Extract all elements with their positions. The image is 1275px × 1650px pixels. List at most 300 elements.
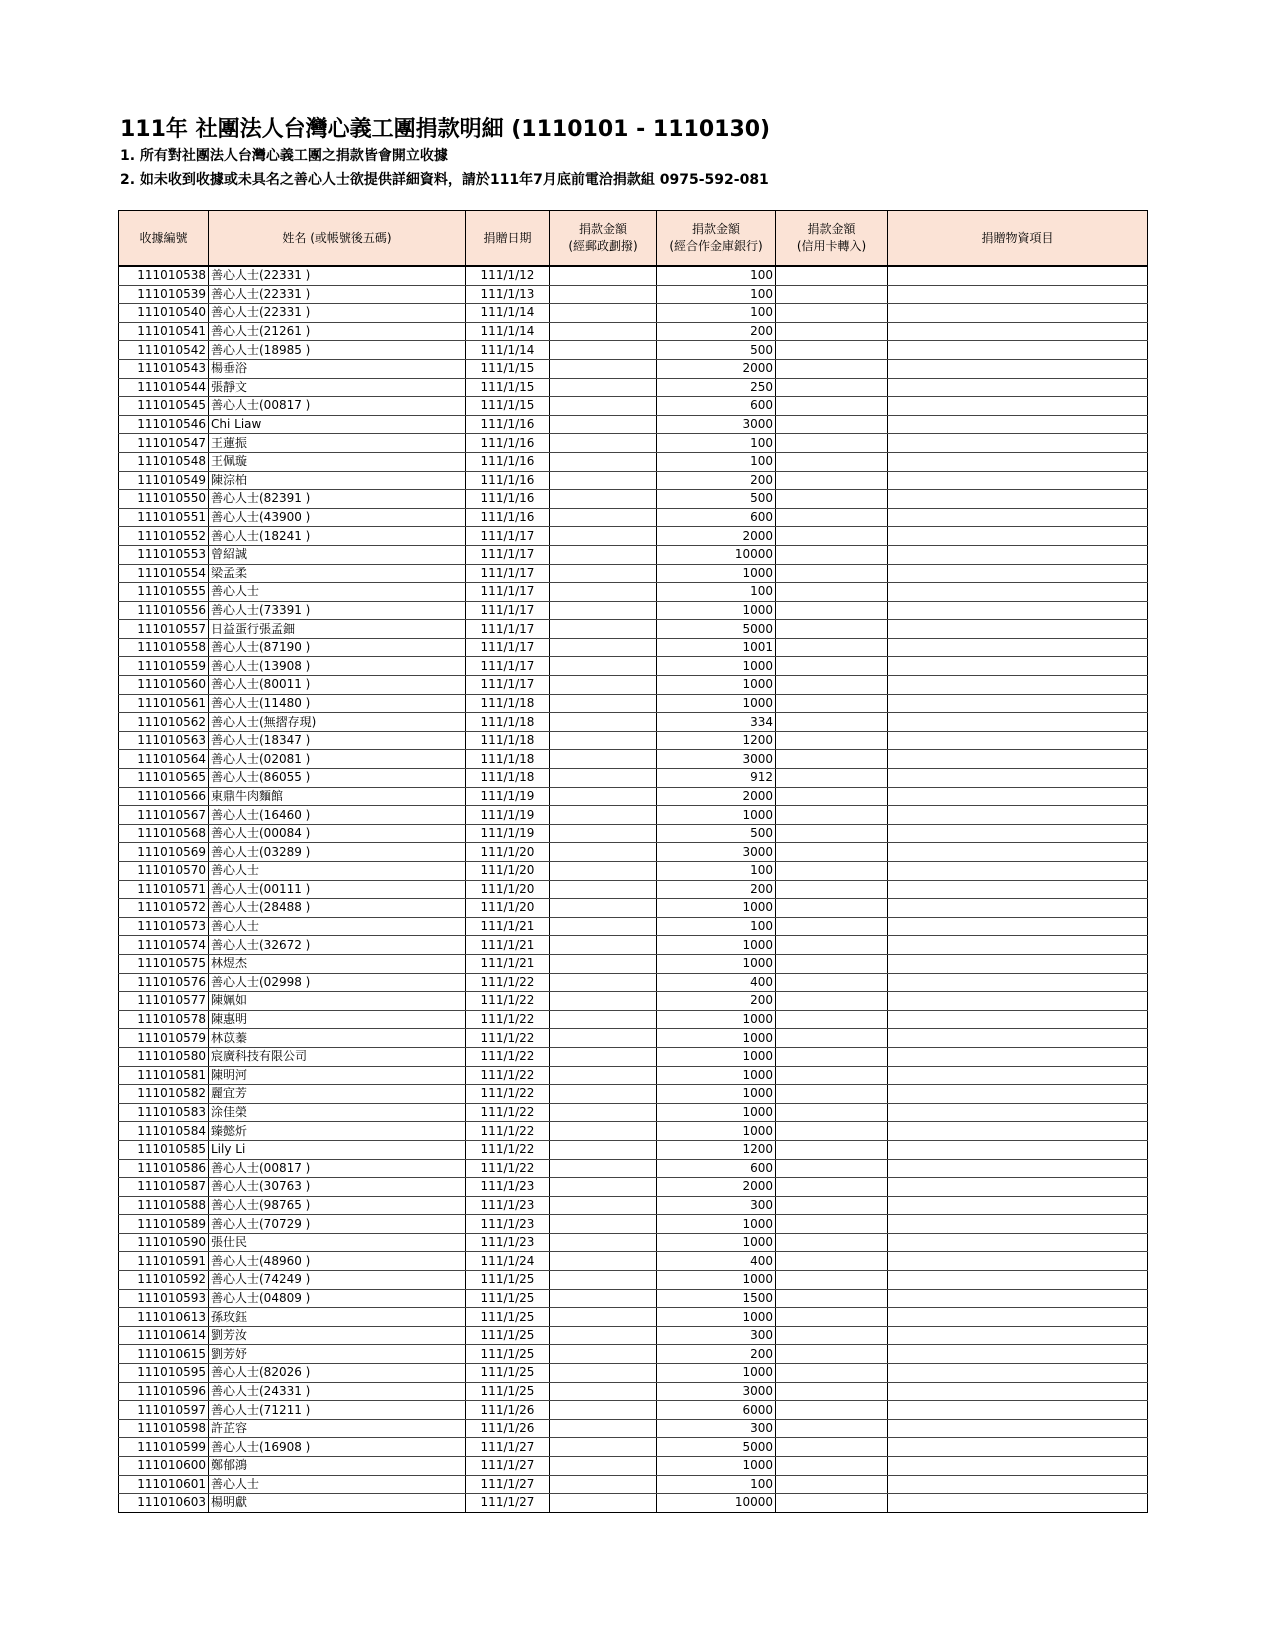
donated-items-cell: [888, 490, 1148, 509]
donated-items-cell: [888, 266, 1148, 285]
donated-items-cell: [888, 452, 1148, 471]
donated-items-cell: [888, 1308, 1148, 1327]
donated-items-cell: [888, 508, 1148, 527]
donor-name-cell: 日益蛋行張孟鈿: [209, 620, 466, 639]
table-row: [119, 676, 1148, 695]
header-date: 捐贈日期: [466, 211, 550, 267]
donor-name-cell: 陳明河: [209, 1066, 466, 1085]
receipt-number-cell: 111010554: [119, 564, 209, 583]
donation-table: [118, 210, 1148, 1513]
donated-items-cell: [888, 1457, 1148, 1476]
amount-postal-cell: [550, 657, 657, 676]
donor-name-cell: 宸廣科技有限公司: [209, 1047, 466, 1066]
table-row: [119, 1475, 1148, 1494]
receipt-number-cell: 111010584: [119, 1122, 209, 1141]
amount-card-cell: [776, 266, 888, 285]
amount-postal-cell: [550, 620, 657, 639]
donation-date-cell: 111/1/22: [466, 1140, 550, 1159]
table-row: [119, 1066, 1148, 1085]
table-row: [119, 1252, 1148, 1271]
amount-card-cell: [776, 973, 888, 992]
amount-card-cell: [776, 713, 888, 732]
amount-bank-cell: 6000: [657, 1401, 776, 1420]
amount-postal-cell: [550, 285, 657, 304]
amount-postal-cell: [550, 508, 657, 527]
donated-items-cell: [888, 973, 1148, 992]
donation-date-cell: 111/1/15: [466, 359, 550, 378]
receipt-number-cell: 111010539: [119, 285, 209, 304]
amount-card-cell: [776, 899, 888, 918]
table-row: [119, 1029, 1148, 1048]
receipt-number-cell: 111010615: [119, 1345, 209, 1364]
receipt-number-cell: 111010556: [119, 601, 209, 620]
receipt-number-cell: 111010568: [119, 824, 209, 843]
donor-name-cell: 麗宜芳: [209, 1085, 466, 1104]
donation-date-cell: 111/1/16: [466, 415, 550, 434]
amount-bank-cell: 1000: [657, 1122, 776, 1141]
table-row: [119, 564, 1148, 583]
donor-name-cell: 善心人士(82391 ): [209, 490, 466, 509]
donation-date-cell: 111/1/20: [466, 880, 550, 899]
donor-name-cell: 善心人士(22331 ): [209, 304, 466, 323]
amount-postal-cell: [550, 583, 657, 602]
receipt-number-cell: 111010551: [119, 508, 209, 527]
amount-card-cell: [776, 824, 888, 843]
donation-date-cell: 111/1/26: [466, 1419, 550, 1438]
table-row: [119, 1438, 1148, 1457]
donation-date-cell: 111/1/17: [466, 545, 550, 564]
donor-name-cell: 善心人士: [209, 917, 466, 936]
receipt-number-cell: 111010614: [119, 1326, 209, 1345]
donor-name-cell: 善心人士(30763 ): [209, 1178, 466, 1197]
amount-card-cell: [776, 415, 888, 434]
donated-items-cell: [888, 378, 1148, 397]
amount-postal-cell: [550, 1419, 657, 1438]
amount-bank-cell: 600: [657, 397, 776, 416]
amount-postal-cell: [550, 452, 657, 471]
donor-name-cell: 善心人士(43900 ): [209, 508, 466, 527]
receipt-number-cell: 111010597: [119, 1401, 209, 1420]
amount-postal-cell: [550, 1029, 657, 1048]
amount-bank-cell: 1000: [657, 1215, 776, 1234]
amount-card-cell: [776, 1196, 888, 1215]
amount-card-cell: [776, 620, 888, 639]
receipt-note: 1. 所有對社團法人台灣心義工團之捐款皆會開立收據: [120, 148, 448, 164]
donation-date-cell: 111/1/14: [466, 341, 550, 360]
donated-items-cell: [888, 1085, 1148, 1104]
amount-card-cell: [776, 1401, 888, 1420]
donor-name-cell: 王佩璇: [209, 452, 466, 471]
amount-bank-cell: 1000: [657, 1457, 776, 1476]
amount-card-cell: [776, 1345, 888, 1364]
table-row: [119, 471, 1148, 490]
amount-bank-cell: 100: [657, 434, 776, 453]
amount-bank-cell: 334: [657, 713, 776, 732]
amount-card-cell: [776, 769, 888, 788]
amount-bank-cell: 1000: [657, 657, 776, 676]
donated-items-cell: [888, 601, 1148, 620]
amount-card-cell: [776, 359, 888, 378]
receipt-number-cell: 111010555: [119, 583, 209, 602]
donor-name-cell: Lily Li: [209, 1140, 466, 1159]
donation-date-cell: 111/1/13: [466, 285, 550, 304]
amount-bank-cell: 1000: [657, 954, 776, 973]
receipt-number-cell: 111010575: [119, 954, 209, 973]
table-row: [119, 899, 1148, 918]
amount-card-cell: [776, 285, 888, 304]
amount-postal-cell: [550, 1326, 657, 1345]
amount-postal-cell: [550, 638, 657, 657]
donated-items-cell: [888, 1047, 1148, 1066]
donor-name-cell: 善心人士(18241 ): [209, 527, 466, 546]
table-row: [119, 620, 1148, 639]
donated-items-cell: [888, 1494, 1148, 1513]
amount-postal-cell: [550, 1122, 657, 1141]
donated-items-cell: [888, 731, 1148, 750]
amount-bank-cell: 400: [657, 973, 776, 992]
donor-name-cell: 善心人士(80011 ): [209, 676, 466, 695]
donated-items-cell: [888, 880, 1148, 899]
donated-items-cell: [888, 1122, 1148, 1141]
donated-items-cell: [888, 1419, 1148, 1438]
table-row: [119, 713, 1148, 732]
receipt-number-cell: 111010580: [119, 1047, 209, 1066]
table-row: [119, 583, 1148, 602]
amount-postal-cell: [550, 992, 657, 1011]
table-row: [119, 1401, 1148, 1420]
donated-items-cell: [888, 769, 1148, 788]
table-row: [119, 1215, 1148, 1234]
receipt-number-cell: 111010589: [119, 1215, 209, 1234]
donation-date-cell: 111/1/20: [466, 862, 550, 881]
receipt-number-cell: 111010613: [119, 1308, 209, 1327]
donation-date-cell: 111/1/27: [466, 1494, 550, 1513]
amount-bank-cell: 1001: [657, 638, 776, 657]
donated-items-cell: [888, 322, 1148, 341]
amount-postal-cell: [550, 1085, 657, 1104]
donated-items-cell: [888, 1364, 1148, 1383]
receipt-number-cell: 111010578: [119, 1010, 209, 1029]
amount-card-cell: [776, 1382, 888, 1401]
table-row: [119, 434, 1148, 453]
amount-bank-cell: 10000: [657, 545, 776, 564]
donor-name-cell: Chi Liaw: [209, 415, 466, 434]
amount-bank-cell: 200: [657, 1345, 776, 1364]
donation-date-cell: 111/1/18: [466, 731, 550, 750]
donated-items-cell: [888, 471, 1148, 490]
donor-name-cell: 善心人士(32672 ): [209, 936, 466, 955]
table-row: [119, 1271, 1148, 1290]
amount-card-cell: [776, 843, 888, 862]
table-row: [119, 527, 1148, 546]
donor-name-cell: 善心人士: [209, 862, 466, 881]
amount-postal-cell: [550, 880, 657, 899]
amount-postal-cell: [550, 1382, 657, 1401]
donated-items-cell: [888, 1271, 1148, 1290]
receipt-number-cell: 111010561: [119, 694, 209, 713]
donated-items-cell: [888, 1401, 1148, 1420]
donor-name-cell: 善心人士: [209, 1475, 466, 1494]
donor-name-cell: 善心人士(16460 ): [209, 806, 466, 825]
amount-bank-cell: 200: [657, 880, 776, 899]
receipt-number-cell: 111010560: [119, 676, 209, 695]
donor-name-cell: 善心人士(18347 ): [209, 731, 466, 750]
receipt-number-cell: 111010563: [119, 731, 209, 750]
amount-postal-cell: [550, 694, 657, 713]
donated-items-cell: [888, 954, 1148, 973]
amount-postal-cell: [550, 676, 657, 695]
donated-items-cell: [888, 1178, 1148, 1197]
amount-bank-cell: 3000: [657, 750, 776, 769]
table-row: [119, 1178, 1148, 1197]
receipt-number-cell: 111010558: [119, 638, 209, 657]
table-row: [119, 936, 1148, 955]
header-receipt-no: 收據編號: [119, 211, 209, 267]
amount-card-cell: [776, 1122, 888, 1141]
amount-postal-cell: [550, 527, 657, 546]
receipt-number-cell: 111010577: [119, 992, 209, 1011]
receipt-number-cell: 111010559: [119, 657, 209, 676]
amount-bank-cell: 2000: [657, 1178, 776, 1197]
receipt-number-cell: 111010562: [119, 713, 209, 732]
amount-postal-cell: [550, 304, 657, 323]
amount-postal-cell: [550, 564, 657, 583]
receipt-number-cell: 111010587: [119, 1178, 209, 1197]
amount-card-cell: [776, 583, 888, 602]
amount-bank-cell: 1000: [657, 564, 776, 583]
table-row: [119, 1494, 1148, 1513]
amount-card-cell: [776, 304, 888, 323]
receipt-number-cell: 111010549: [119, 471, 209, 490]
receipt-number-cell: 111010582: [119, 1085, 209, 1104]
receipt-number-cell: 111010571: [119, 880, 209, 899]
amount-card-cell: [776, 1178, 888, 1197]
amount-bank-cell: 2000: [657, 359, 776, 378]
amount-bank-cell: 250: [657, 378, 776, 397]
donated-items-cell: [888, 750, 1148, 769]
receipt-number-cell: 111010540: [119, 304, 209, 323]
donated-items-cell: [888, 824, 1148, 843]
donation-date-cell: 111/1/25: [466, 1289, 550, 1308]
table-row: [119, 1364, 1148, 1383]
amount-postal-cell: [550, 1494, 657, 1513]
donation-date-cell: 111/1/27: [466, 1438, 550, 1457]
amount-postal-cell: [550, 1364, 657, 1383]
amount-bank-cell: 1500: [657, 1289, 776, 1308]
donation-date-cell: 111/1/17: [466, 601, 550, 620]
donated-items-cell: [888, 787, 1148, 806]
donation-date-cell: 111/1/18: [466, 694, 550, 713]
receipt-number-cell: 111010586: [119, 1159, 209, 1178]
donor-name-cell: 許芷容: [209, 1419, 466, 1438]
table-row: [119, 806, 1148, 825]
donated-items-cell: [888, 1289, 1148, 1308]
donation-date-cell: 111/1/27: [466, 1457, 550, 1476]
donation-date-cell: 111/1/23: [466, 1215, 550, 1234]
receipt-number-cell: 111010546: [119, 415, 209, 434]
table-row: [119, 1457, 1148, 1476]
amount-postal-cell: [550, 973, 657, 992]
donor-name-cell: 陳淙柏: [209, 471, 466, 490]
amount-postal-cell: [550, 341, 657, 360]
donated-items-cell: [888, 657, 1148, 676]
amount-bank-cell: 300: [657, 1419, 776, 1438]
amount-postal-cell: [550, 322, 657, 341]
donation-date-cell: 111/1/25: [466, 1308, 550, 1327]
amount-bank-cell: 200: [657, 992, 776, 1011]
amount-postal-cell: [550, 1457, 657, 1476]
receipt-number-cell: 111010552: [119, 527, 209, 546]
amount-card-cell: [776, 341, 888, 360]
amount-bank-cell: 1000: [657, 694, 776, 713]
table-body: [119, 266, 1148, 1512]
table-row: [119, 490, 1148, 509]
table-row: [119, 285, 1148, 304]
donation-date-cell: 111/1/22: [466, 992, 550, 1011]
amount-postal-cell: [550, 1010, 657, 1029]
amount-card-cell: [776, 1010, 888, 1029]
amount-card-cell: [776, 787, 888, 806]
donated-items-cell: [888, 1140, 1148, 1159]
amount-bank-cell: 500: [657, 490, 776, 509]
amount-card-cell: [776, 1438, 888, 1457]
table-row: [119, 787, 1148, 806]
table-row: [119, 1419, 1148, 1438]
donor-name-cell: 善心人士: [209, 583, 466, 602]
amount-card-cell: [776, 638, 888, 657]
amount-postal-cell: [550, 899, 657, 918]
receipt-number-cell: 111010592: [119, 1271, 209, 1290]
receipt-number-cell: 111010557: [119, 620, 209, 639]
donation-date-cell: 111/1/22: [466, 973, 550, 992]
amount-bank-cell: 100: [657, 285, 776, 304]
amount-bank-cell: 100: [657, 583, 776, 602]
donor-name-cell: 東鼎牛肉麵館: [209, 787, 466, 806]
table-row: [119, 694, 1148, 713]
amount-bank-cell: 3000: [657, 415, 776, 434]
amount-bank-cell: 1000: [657, 1010, 776, 1029]
amount-card-cell: [776, 1289, 888, 1308]
donation-date-cell: 111/1/23: [466, 1196, 550, 1215]
donor-name-cell: 曾紹誠: [209, 545, 466, 564]
donor-name-cell: 林煜杰: [209, 954, 466, 973]
donation-date-cell: 111/1/20: [466, 843, 550, 862]
amount-postal-cell: [550, 806, 657, 825]
amount-bank-cell: 10000: [657, 1494, 776, 1513]
receipt-number-cell: 111010595: [119, 1364, 209, 1383]
amount-bank-cell: 100: [657, 862, 776, 881]
donated-items-cell: [888, 638, 1148, 657]
donation-date-cell: 111/1/21: [466, 936, 550, 955]
amount-card-cell: [776, 657, 888, 676]
amount-postal-cell: [550, 843, 657, 862]
receipt-number-cell: 111010566: [119, 787, 209, 806]
table-row: [119, 341, 1148, 360]
table-row: [119, 1047, 1148, 1066]
donated-items-cell: [888, 359, 1148, 378]
amount-postal-cell: [550, 769, 657, 788]
donation-date-cell: 111/1/19: [466, 824, 550, 843]
donor-name-cell: 王蓮振: [209, 434, 466, 453]
donated-items-cell: [888, 527, 1148, 546]
amount-postal-cell: [550, 359, 657, 378]
table-row: [119, 304, 1148, 323]
amount-card-cell: [776, 731, 888, 750]
receipt-number-cell: 111010585: [119, 1140, 209, 1159]
donation-date-cell: 111/1/18: [466, 750, 550, 769]
table-row: [119, 1103, 1148, 1122]
amount-bank-cell: 100: [657, 917, 776, 936]
table-row: [119, 1326, 1148, 1345]
table-row: [119, 750, 1148, 769]
amount-bank-cell: 5000: [657, 620, 776, 639]
donation-date-cell: 111/1/22: [466, 1159, 550, 1178]
donor-name-cell: 張靜文: [209, 378, 466, 397]
table-row: [119, 1159, 1148, 1178]
donated-items-cell: [888, 1029, 1148, 1048]
amount-postal-cell: [550, 1233, 657, 1252]
donated-items-cell: [888, 862, 1148, 881]
donated-items-cell: [888, 1103, 1148, 1122]
amount-bank-cell: 1000: [657, 1271, 776, 1290]
amount-postal-cell: [550, 1047, 657, 1066]
donation-date-cell: 111/1/22: [466, 1103, 550, 1122]
amount-card-cell: [776, 1252, 888, 1271]
receipt-number-cell: 111010583: [119, 1103, 209, 1122]
donated-items-cell: [888, 415, 1148, 434]
donated-items-cell: [888, 1159, 1148, 1178]
donor-name-cell: 善心人士(22331 ): [209, 266, 466, 285]
table-row: [119, 508, 1148, 527]
amount-bank-cell: 100: [657, 304, 776, 323]
donated-items-cell: [888, 434, 1148, 453]
donated-items-cell: [888, 806, 1148, 825]
amount-postal-cell: [550, 397, 657, 416]
amount-bank-cell: 1000: [657, 806, 776, 825]
amount-bank-cell: 400: [657, 1252, 776, 1271]
donated-items-cell: [888, 1010, 1148, 1029]
donation-date-cell: 111/1/15: [466, 397, 550, 416]
donation-date-cell: 111/1/23: [466, 1233, 550, 1252]
donated-items-cell: [888, 304, 1148, 323]
donation-date-cell: 111/1/21: [466, 954, 550, 973]
amount-card-cell: [776, 452, 888, 471]
amount-card-cell: [776, 564, 888, 583]
amount-bank-cell: 1000: [657, 1103, 776, 1122]
table-row: [119, 880, 1148, 899]
receipt-number-cell: 111010541: [119, 322, 209, 341]
amount-bank-cell: 500: [657, 341, 776, 360]
receipt-number-cell: 111010547: [119, 434, 209, 453]
donation-date-cell: 111/1/24: [466, 1252, 550, 1271]
table-row: [119, 731, 1148, 750]
donated-items-cell: [888, 899, 1148, 918]
amount-card-cell: [776, 601, 888, 620]
amount-postal-cell: [550, 1159, 657, 1178]
receipt-number-cell: 111010596: [119, 1382, 209, 1401]
donated-items-cell: [888, 676, 1148, 695]
amount-card-cell: [776, 545, 888, 564]
amount-card-cell: [776, 1364, 888, 1383]
receipt-number-cell: 111010591: [119, 1252, 209, 1271]
amount-card-cell: [776, 1066, 888, 1085]
donated-items-cell: [888, 843, 1148, 862]
table-row: [119, 378, 1148, 397]
amount-bank-cell: 1000: [657, 1029, 776, 1048]
donation-date-cell: 111/1/25: [466, 1326, 550, 1345]
donor-name-cell: 劉芳汝: [209, 1326, 466, 1345]
amount-bank-cell: 200: [657, 322, 776, 341]
